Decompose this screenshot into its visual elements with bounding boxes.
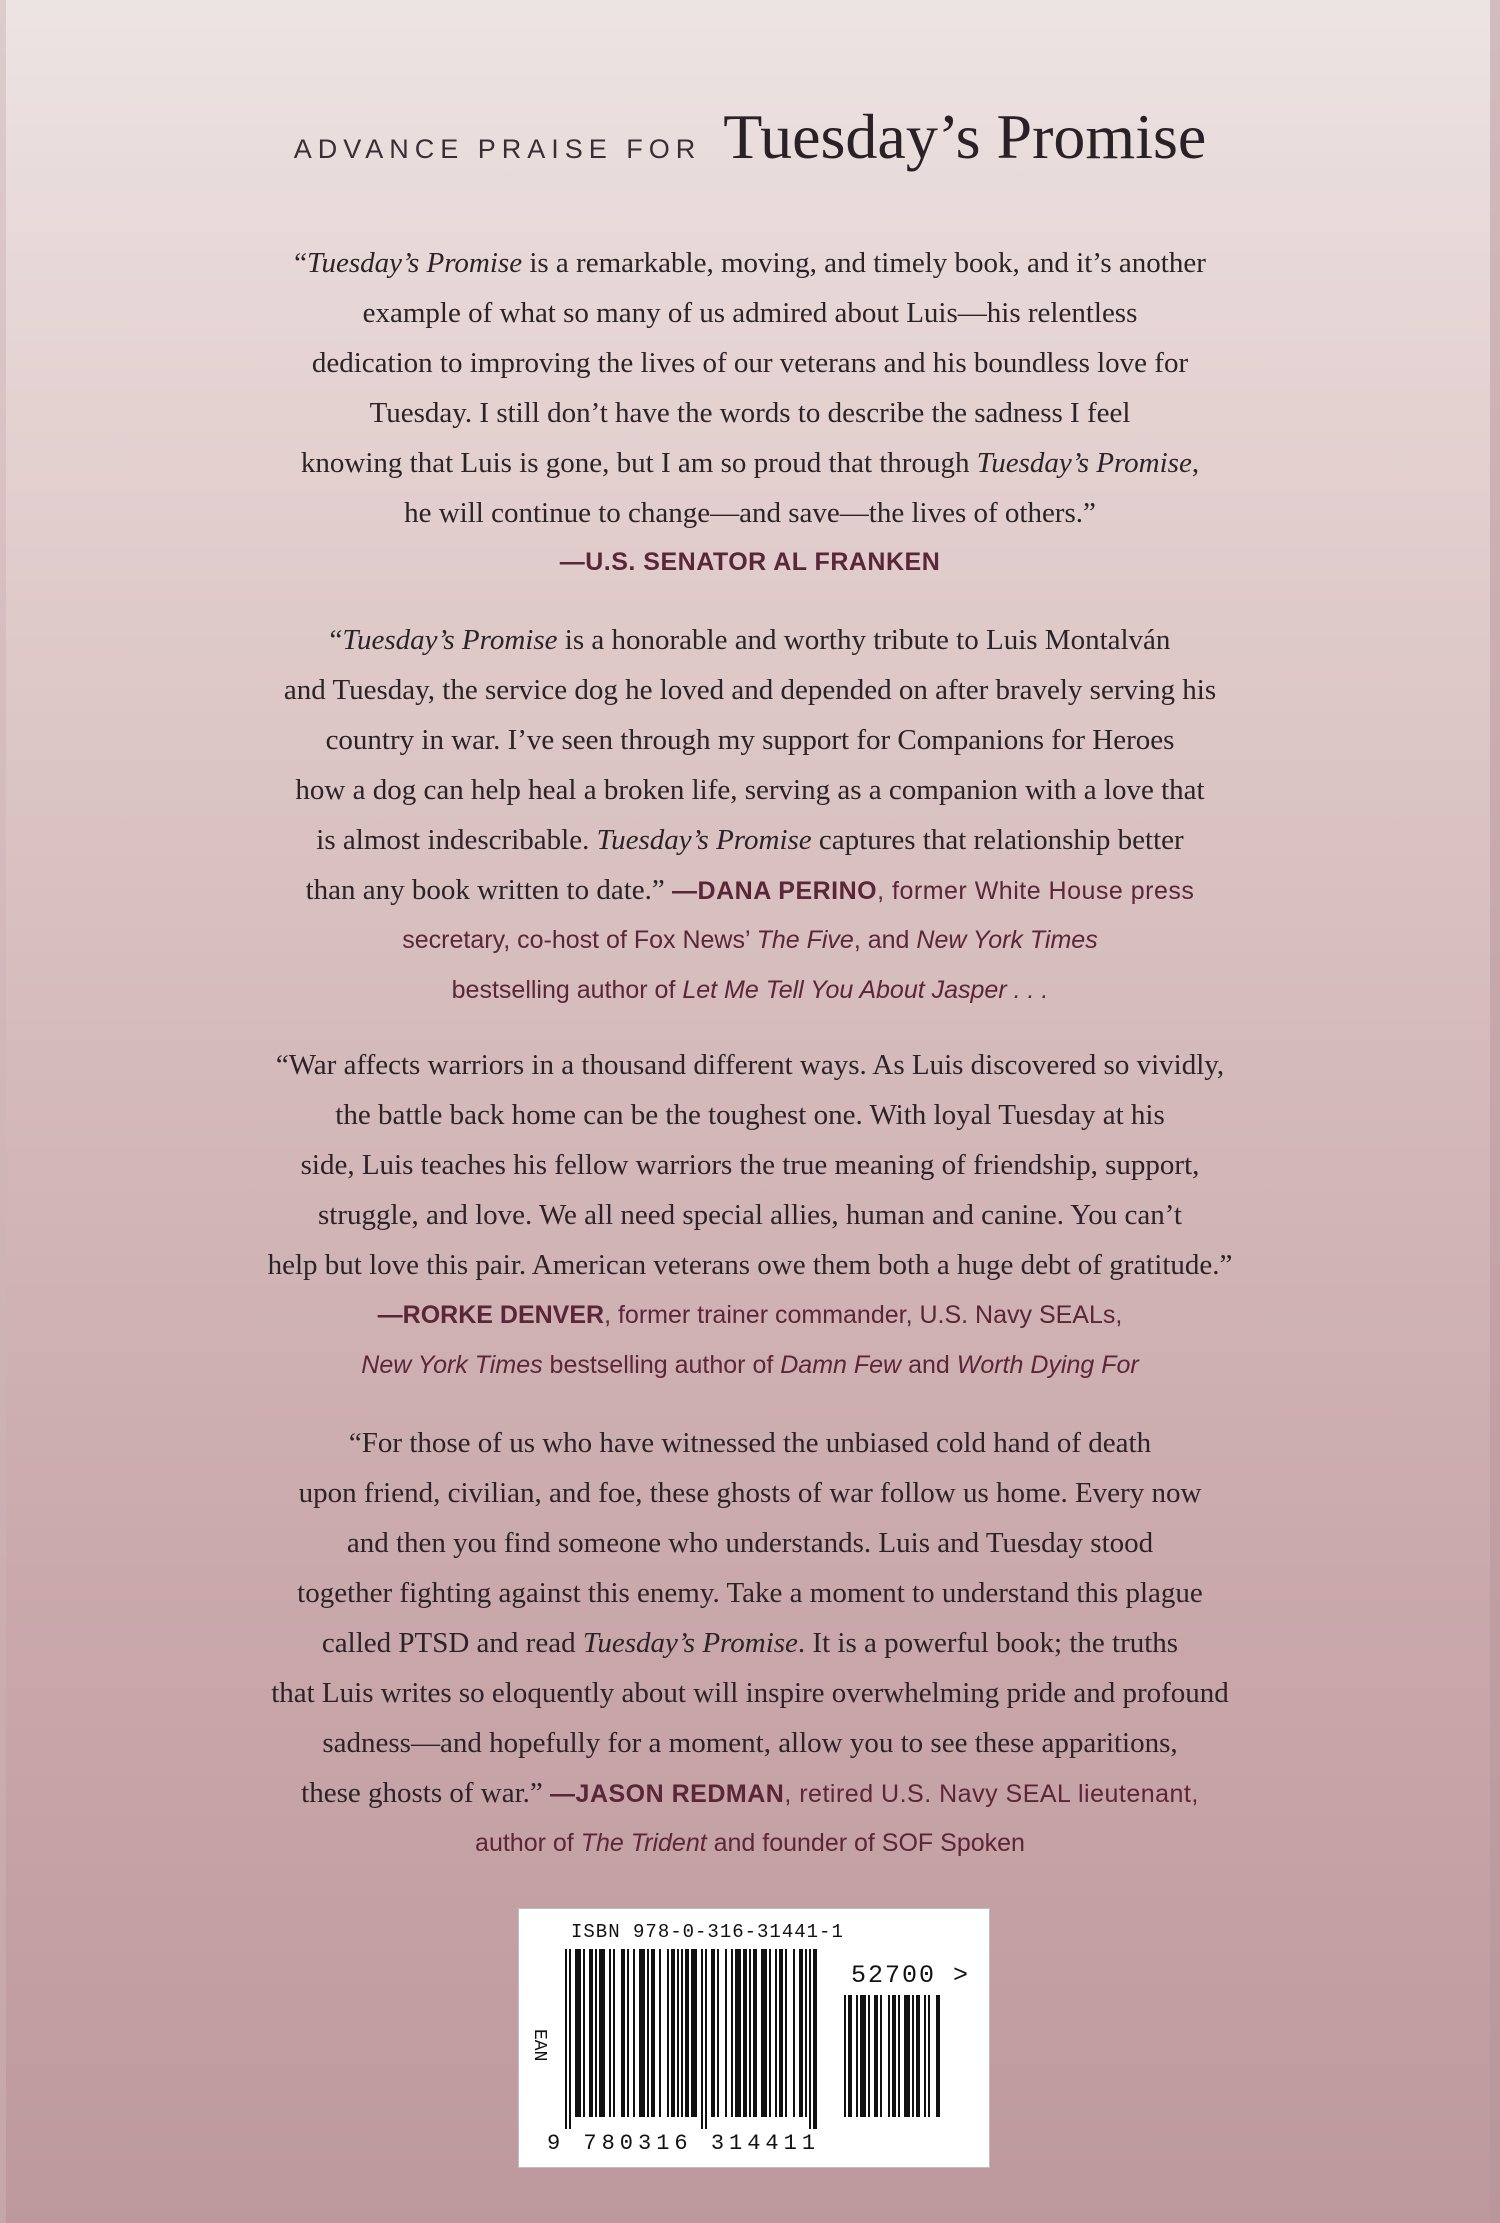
quote-line bbox=[301, 447, 1199, 479]
praise-heading bbox=[0, 100, 1500, 174]
author-book-title: The Trident bbox=[580, 1829, 707, 1857]
quote-line: “War affects warriors in a thousand different ways. As Luis discovered so vividly, bbox=[275, 1049, 1225, 1081]
quote-line: he will continue to change—and save—the lives of others.” bbox=[404, 497, 1096, 529]
barcode-bar bbox=[639, 1949, 645, 2117]
quote-line bbox=[294, 247, 1206, 279]
barcode-digits: 9 780316 314411 bbox=[547, 2131, 821, 2156]
author-book-title: Let Me Tell You About Jasper . . . bbox=[682, 976, 1049, 1004]
barcode-bar bbox=[633, 1949, 635, 2117]
barcode-bar bbox=[936, 1995, 940, 2117]
newspaper-title: New York Times bbox=[916, 926, 1098, 954]
newspaper-title: New York Times bbox=[361, 1351, 543, 1379]
barcode-bar bbox=[613, 1949, 615, 2117]
barcode-bar bbox=[844, 1995, 846, 2117]
quote-line-text: is almost indescribable. bbox=[316, 824, 597, 856]
quote-line bbox=[301, 1777, 1199, 1809]
barcode-bar bbox=[659, 1949, 661, 2117]
quote-line-text: called PTSD and read bbox=[321, 1627, 583, 1659]
price-code: 52700 > bbox=[851, 1961, 971, 1990]
barcode-bar bbox=[717, 1949, 719, 2117]
attribution-role: bestselling author of bbox=[451, 976, 683, 1004]
barcode-bar bbox=[924, 1995, 926, 2117]
barcode-bar bbox=[769, 1949, 771, 2117]
quote-line bbox=[330, 624, 1171, 656]
quote-line: the battle back home can be the toughest one. With loyal Tuesday at his bbox=[335, 1099, 1165, 1131]
blurb-redman bbox=[150, 1418, 1350, 1868]
book-title-inline: Tuesday’s Promise bbox=[976, 447, 1192, 479]
barcode-bars bbox=[565, 1949, 835, 2131]
barcode-bar bbox=[599, 1949, 605, 2117]
open-quote: “ bbox=[329, 624, 343, 656]
barcode-bar bbox=[735, 1949, 741, 2117]
heading-kicker: ADVANCE PRAISE FOR bbox=[293, 134, 702, 164]
attribution-role: , and bbox=[853, 926, 917, 954]
attribution-role: and founder of SOF Spoken bbox=[706, 1829, 1025, 1857]
attribution bbox=[150, 1290, 1350, 1390]
barcode-bar bbox=[725, 1949, 727, 2117]
barcode-bar bbox=[813, 1949, 817, 2129]
barcode-bar bbox=[868, 1995, 870, 2117]
barcode-bar bbox=[793, 1949, 795, 2117]
barcode-bar bbox=[892, 1995, 896, 2117]
quote-line: country in war. I’ve seen through my support for Companions for Heroes bbox=[325, 724, 1175, 756]
barcode-bar bbox=[667, 1949, 669, 2117]
attribution-role: and bbox=[901, 1351, 957, 1379]
author-book-title: Damn Few bbox=[780, 1351, 902, 1379]
author-book-title: Worth Dying For bbox=[956, 1351, 1139, 1379]
attribution-role: , former White House press bbox=[877, 877, 1195, 905]
quote-line bbox=[306, 874, 1195, 906]
open-quote: “ bbox=[294, 247, 307, 279]
quote-line: side, Luis teaches his fellow warriors the true meaning of friendship, support, bbox=[300, 1149, 1200, 1181]
quote-line: dedication to improving the lives of our veterans and his boundless love for bbox=[311, 347, 1189, 379]
book-title-inline: Tuesday’s Promise bbox=[582, 1627, 798, 1659]
blurb-perino bbox=[150, 615, 1350, 1015]
barcode-bar bbox=[589, 1949, 593, 2117]
quote-line-text: knowing that Luis is gone, but I am so proud that through bbox=[300, 447, 977, 479]
quote-line-text: is a honorable and worthy tribute to Luis Montalván bbox=[557, 624, 1171, 656]
barcode-bar bbox=[874, 1995, 878, 2117]
quote-line: sadness—and hopefully for a moment, allow you to see these apparitions, bbox=[322, 1727, 1178, 1759]
barcode-bar bbox=[621, 1949, 625, 2117]
quote-line: how a dog can help heal a broken life, serving as a companion with a love that bbox=[295, 774, 1205, 806]
barcode-bar bbox=[627, 1949, 629, 2117]
barcode-bar bbox=[912, 1995, 914, 2117]
barcode-bar bbox=[928, 1995, 930, 2117]
attribution bbox=[550, 1780, 1199, 1808]
quote-line: and then you find someone who understands. Luis and Tuesday stood bbox=[346, 1527, 1154, 1559]
book-title-inline: Tuesday’s Promise bbox=[596, 824, 812, 856]
show-title: The Five bbox=[756, 926, 854, 954]
barcode-bar bbox=[761, 1949, 767, 2117]
quote-line: struggle, and love. We all need special allies, human and canine. You can’t bbox=[318, 1199, 1182, 1231]
barcode-bar bbox=[775, 1949, 777, 2117]
barcode-bar bbox=[805, 1949, 807, 2117]
barcode-bar bbox=[651, 1949, 655, 2117]
barcode-bar bbox=[880, 1995, 882, 2117]
isbn-barcode bbox=[518, 1908, 990, 2168]
addon-barcode-bars bbox=[844, 1995, 974, 2131]
barcode-bar bbox=[711, 1949, 715, 2117]
attribution bbox=[150, 538, 1350, 586]
barcode-bar bbox=[856, 1995, 858, 2117]
barcode-bar bbox=[705, 1949, 707, 2129]
blurb-franken bbox=[150, 238, 1350, 586]
barcode-bar bbox=[685, 1949, 689, 2117]
barcode-bar bbox=[888, 1995, 890, 2117]
barcode-bar bbox=[749, 1949, 751, 2117]
barcode-bar bbox=[575, 1949, 581, 2117]
isbn-number: ISBN 978-0-316-31441-1 bbox=[571, 1921, 844, 1943]
quote-line bbox=[322, 1627, 1178, 1659]
book-title: Tuesday’s Promise bbox=[723, 101, 1207, 172]
attribution-role: secretary, co-host of Fox News’ bbox=[402, 926, 757, 954]
barcode-bar bbox=[691, 1949, 697, 2117]
barcode-bar bbox=[799, 1949, 803, 2117]
barcode-bar bbox=[583, 1949, 585, 2117]
quote-line: “For those of us who have witnessed the unbiased cold hand of death bbox=[348, 1427, 1152, 1459]
barcode-bar bbox=[569, 1949, 571, 2129]
attribution bbox=[672, 877, 1194, 905]
quote-line-text: captures that relationship better bbox=[811, 824, 1184, 856]
attribution-name: —JASON REDMAN bbox=[550, 1780, 785, 1808]
quote-line-text: is a remarkable, moving, and timely book, and it’s another bbox=[522, 247, 1206, 279]
quote-line: together fighting against this enemy. Take a moment to understand this plague bbox=[297, 1577, 1203, 1609]
attribution-role: , former trainer commander, U.S. Navy SEALs, bbox=[604, 1301, 1123, 1329]
barcode-bar bbox=[860, 1995, 866, 2117]
barcode-bar bbox=[677, 1949, 679, 2117]
book-title-inline: Tuesday’s Promise bbox=[307, 247, 523, 279]
quote-text bbox=[150, 1040, 1350, 1290]
quote-line: help but love this pair. American veterans owe them both a huge debt of gratitude.” bbox=[267, 1249, 1233, 1281]
quote-line-text: , bbox=[1191, 447, 1200, 479]
quote-line: Tuesday. I still don’t have the words to describe the sadness I feel bbox=[369, 397, 1131, 429]
attribution-role: , retired U.S. Navy SEAL lieutenant, bbox=[784, 1780, 1199, 1808]
barcode-bar bbox=[904, 1995, 910, 2117]
quote-line-text: than any book written to date.” bbox=[305, 874, 665, 906]
barcode-bar bbox=[647, 1949, 649, 2117]
quote-line: example of what so many of us admired about Luis—his relentless bbox=[362, 297, 1138, 329]
attribution-role: author of bbox=[475, 1829, 581, 1857]
barcode-bar bbox=[779, 1949, 783, 2117]
barcode-bar bbox=[785, 1949, 787, 2117]
barcode-bar bbox=[701, 1949, 703, 2129]
barcode-bar bbox=[916, 1995, 920, 2117]
barcode-bar bbox=[565, 1949, 567, 2129]
barcode-bar bbox=[609, 1949, 611, 2117]
attribution-continued bbox=[150, 1818, 1350, 1868]
quote-line-text: these ghosts of war.” bbox=[301, 1777, 543, 1809]
quote-text bbox=[150, 238, 1350, 538]
ean-label: EAN bbox=[529, 2029, 549, 2062]
quote-text bbox=[150, 615, 1350, 915]
barcode-bar bbox=[753, 1949, 757, 2117]
barcode-bar bbox=[848, 1995, 852, 2117]
attribution-continued bbox=[150, 915, 1350, 1015]
attribution-role: bestselling author of bbox=[542, 1351, 781, 1379]
quote-line: that Luis writes so eloquently about will inspire overwhelming pride and profound bbox=[271, 1677, 1229, 1709]
barcode-bar bbox=[898, 1995, 900, 2117]
barcode-bar bbox=[595, 1949, 597, 2117]
quote-line: upon friend, civilian, and foe, these ghosts of war follow us home. Every now bbox=[298, 1477, 1202, 1509]
quote-line-text: . It is a powerful book; the truths bbox=[797, 1627, 1179, 1659]
cover-edge-left bbox=[0, 0, 6, 2223]
barcode-bar bbox=[743, 1949, 747, 2117]
attribution-name: —DANA PERINO bbox=[672, 877, 878, 905]
quote-line bbox=[316, 824, 1183, 856]
barcode-bar bbox=[671, 1949, 675, 2117]
barcode-bar bbox=[681, 1949, 683, 2117]
barcode-bar bbox=[731, 1949, 733, 2117]
blurb-denver bbox=[150, 1040, 1350, 1390]
quote-line: and Tuesday, the service dog he loved and depended on after bravely serving his bbox=[283, 674, 1217, 706]
attribution-name: —U.S. SENATOR AL FRANKEN bbox=[559, 548, 941, 576]
barcode-bar bbox=[809, 1949, 811, 2129]
quote-text bbox=[150, 1418, 1350, 1818]
cover-edge-right bbox=[1490, 0, 1500, 2223]
attribution-name: —RORKE DENVER bbox=[377, 1301, 605, 1329]
book-title-inline: Tuesday’s Promise bbox=[342, 624, 558, 656]
